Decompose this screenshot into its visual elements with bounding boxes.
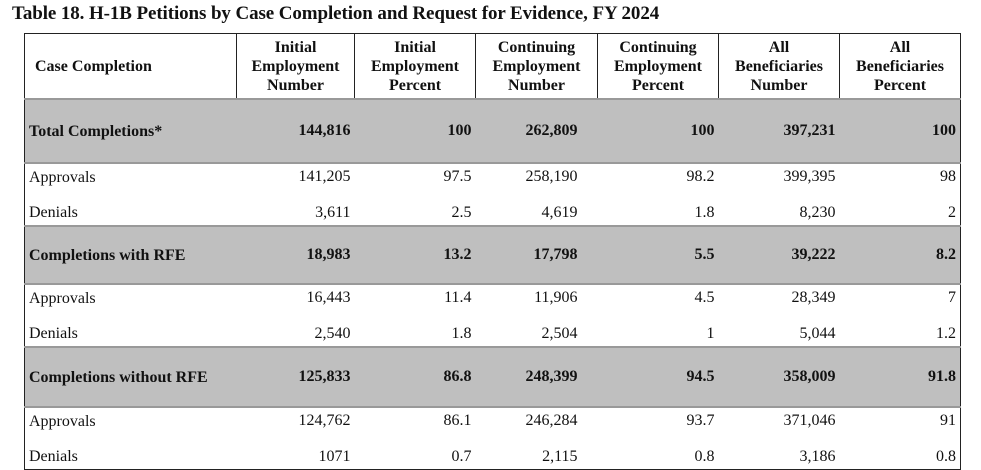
cell-continuing-percent: 4.5	[694, 289, 715, 306]
cell-continuing-percent: 1	[706, 325, 715, 342]
row-label: Denials	[25, 439, 237, 470]
header-line: Case Completion	[35, 57, 152, 75]
cell-all-number: 371,046	[783, 412, 836, 429]
row-label: Denials	[25, 195, 237, 226]
cell-initial-percent: 86.8	[355, 347, 476, 407]
cell-all-number: 5,044	[799, 325, 836, 342]
header-line: Continuing	[497, 38, 576, 56]
cell-initial-number: 3,611	[315, 204, 351, 221]
cell-all-number: 28,349	[791, 289, 836, 306]
cell-all-percent: 0.8	[840, 439, 961, 470]
row-completions-with-rfe	[25, 226, 961, 284]
cell-continuing-percent: 1.8	[694, 204, 715, 221]
header-continuing-employment-number	[476, 34, 598, 100]
cell-initial-number: 18,983	[237, 226, 355, 284]
row-label: Denials	[25, 316, 237, 347]
cell-initial-percent: 1.8	[451, 325, 472, 342]
row-no-rfe-denials	[25, 439, 961, 470]
row-total-completions	[25, 99, 961, 163]
cell-continuing-number: 11,906	[534, 289, 578, 306]
header-initial-employment-number	[237, 34, 355, 100]
cell-all-number: 8,230	[799, 204, 836, 221]
header-initial-employment-percent	[355, 34, 476, 100]
cell-continuing-number: 246,284	[525, 412, 578, 429]
cell-continuing-number: 17,798	[476, 226, 598, 284]
cell-all-percent: 91	[840, 407, 961, 439]
cell-initial-percent: 0.7	[355, 439, 476, 470]
row-label: Completions without RFE	[25, 347, 237, 407]
header-line: Employment	[492, 57, 581, 75]
header-line: Percent	[873, 76, 927, 94]
row-rfe-denials	[25, 316, 961, 347]
cell-initial-number: 2,540	[314, 325, 351, 342]
cell-continuing-number: 258,190	[525, 168, 578, 185]
cell-initial-percent: 2.5	[451, 204, 472, 221]
cell-initial-number: 124,762	[298, 412, 351, 429]
cell-all-percent: 1.2	[840, 316, 961, 347]
header-line: All	[889, 38, 911, 56]
header-continuing-employment-percent	[598, 34, 719, 100]
cell-all-number: 39,222	[719, 226, 840, 284]
cell-initial-percent: 11.4	[444, 289, 472, 306]
cell-all-percent: 8.2	[840, 226, 961, 284]
cell-all-number: 397,231	[719, 99, 840, 163]
cell-initial-number: 125,833	[237, 347, 355, 407]
cell-continuing-percent: 100	[598, 99, 719, 163]
header-line: Employment	[251, 57, 340, 75]
header-line: Number	[508, 76, 565, 94]
cell-all-percent: 7	[840, 284, 961, 316]
cell-all-percent: 100	[840, 99, 961, 163]
header-line: Number	[750, 76, 808, 94]
cell-initial-number: 141,205	[298, 168, 351, 185]
table-title: Table 18. H-1B Petitions by Case Completion and Request for Evidence, FY 2024	[12, 3, 660, 24]
cell-continuing-percent: 0.8	[598, 439, 719, 470]
header-all-beneficiaries-number	[719, 34, 840, 100]
cell-initial-percent: 86.1	[443, 412, 472, 429]
cell-all-number: 358,009	[719, 347, 840, 407]
cell-continuing-number: 2,115	[476, 439, 598, 470]
row-label: Completions with RFE	[25, 226, 237, 284]
cell-all-percent: 2	[840, 195, 961, 226]
row-rfe-approvals	[25, 284, 961, 316]
cell-continuing-number: 262,809	[476, 99, 598, 163]
header-all-beneficiaries-percent	[840, 34, 961, 100]
header-line: All	[768, 38, 790, 56]
row-label: Total Completions*	[25, 99, 237, 163]
header-line: Beneficiaries	[735, 57, 823, 75]
cell-initial-percent: 100	[355, 99, 476, 163]
cell-initial-number: 144,816	[237, 99, 355, 163]
row-completions-without-rfe	[25, 347, 961, 407]
cell-initial-percent: 97.5	[443, 168, 472, 185]
header-line: Initial	[394, 38, 436, 56]
cell-all-percent: 91.8	[840, 347, 961, 407]
header-case-completion	[25, 34, 237, 100]
header-line: Number	[267, 76, 324, 94]
cell-all-percent: 98	[840, 163, 961, 195]
header-line: Employment	[614, 57, 702, 75]
row-no-rfe-approvals	[25, 407, 961, 439]
header-line: Percent	[388, 76, 442, 94]
cell-continuing-number: 248,399	[476, 347, 598, 407]
header-line: Employment	[371, 57, 459, 75]
cell-continuing-percent: 5.5	[598, 226, 719, 284]
cell-continuing-percent: 94.5	[598, 347, 719, 407]
header-line: Beneficiaries	[856, 57, 944, 75]
cell-initial-number: 1071	[237, 439, 355, 470]
header-line: Continuing	[619, 38, 697, 56]
cell-initial-number: 16,443	[306, 289, 351, 306]
header-line: Percent	[631, 76, 685, 94]
row-total-approvals	[25, 163, 961, 195]
row-total-denials	[25, 195, 961, 226]
cell-continuing-number: 4,619	[541, 204, 578, 221]
row-label: Approvals	[25, 284, 237, 316]
row-label: Approvals	[25, 407, 237, 439]
petitions-table	[24, 33, 961, 470]
row-label: Approvals	[25, 163, 237, 195]
cell-continuing-percent: 93.7	[686, 412, 715, 429]
cell-all-number: 3,186	[719, 439, 840, 470]
cell-continuing-number: 2,504	[541, 325, 578, 342]
header-row	[25, 34, 961, 100]
cell-initial-percent: 13.2	[355, 226, 476, 284]
cell-all-number: 399,395	[783, 168, 836, 185]
cell-continuing-percent: 98.2	[686, 168, 715, 185]
header-line: Initial	[274, 38, 317, 56]
